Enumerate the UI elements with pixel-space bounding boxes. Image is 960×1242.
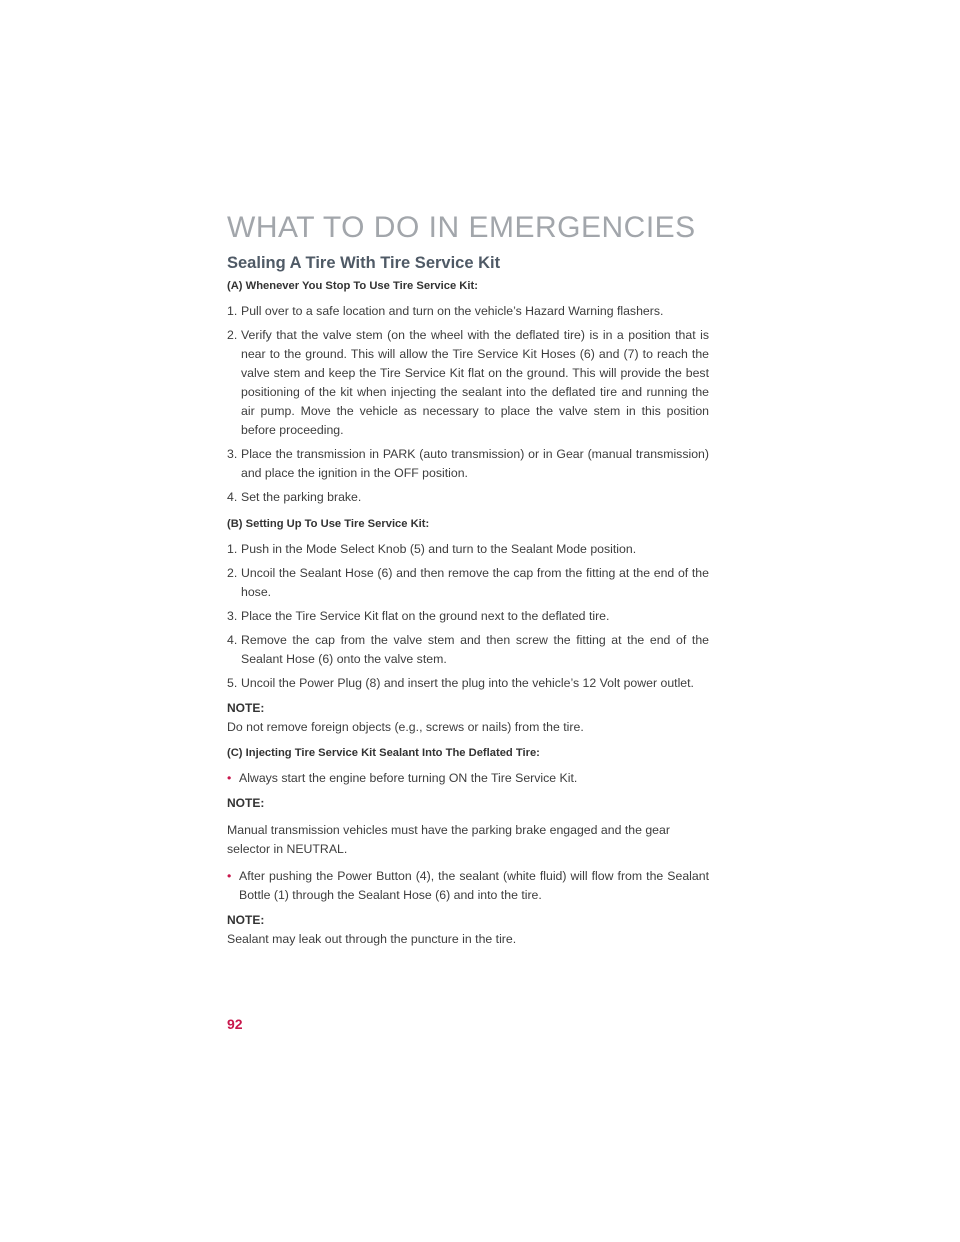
step-number: 4. — [227, 490, 238, 504]
note-text: Do not remove foreign objects (e.g., screws or nails) from the tire. — [227, 720, 584, 734]
step-text: Push in the Mode Select Knob (5) and turn to the Sealant Mode position. — [241, 542, 637, 556]
note-text: Manual transmission vehicles must have the parking brake engaged and the gear selector in NEUTRAL. — [227, 823, 670, 856]
step-text: Remove the cap from the valve stem and then screw the fitting at the end of the Sealant Hose (6) onto the valve stem. — [241, 633, 709, 666]
note-label: NOTE: — [227, 701, 265, 715]
subheading-b: (B) Setting Up To Use Tire Service Kit: — [227, 518, 430, 530]
list-item — [227, 445, 709, 483]
list-item — [227, 769, 709, 788]
step-text: Set the parking brake. — [241, 490, 362, 504]
list-item — [227, 488, 709, 507]
bullet-icon: • — [227, 869, 232, 883]
note-text: Sealant may leak out through the puncture in the tire. — [227, 932, 517, 946]
list-item — [227, 607, 709, 626]
step-number: 3. — [227, 609, 238, 623]
chapter-title: WHAT TO DO IN EMERGENCIES — [227, 211, 696, 244]
step-text: Uncoil the Sealant Hose (6) and then remove the cap from the fitting at the end of the hose. — [241, 566, 709, 599]
section-title: Sealing A Tire With Tire Service Kit — [227, 254, 501, 272]
page-content — [227, 278, 709, 957]
step-number: 1. — [227, 542, 238, 556]
list-item — [227, 867, 709, 905]
list-item — [227, 302, 709, 321]
steps-list-a — [227, 302, 709, 507]
subheading-a: (A) Whenever You Stop To Use Tire Service Kit: — [227, 280, 478, 292]
bullet-list-c1 — [227, 769, 709, 788]
step-number: 1. — [227, 304, 238, 318]
step-number: 2. — [227, 328, 238, 342]
step-text: Verify that the valve stem (on the wheel with the deflated tire) is in a position that is near to the ground. This will allow the Tire Service Kit Hoses (6) and (7) to reach the valve stem and keep the Tire Service Kit flat on the ground. This will provide the best positioning of the kit when injecting the sealant into the deflated tire and running the air pump. Move the vehicle as necessary to place the valve stem in this position before proceeding. — [241, 328, 709, 437]
subheading-c: (C) Injecting Tire Service Kit Sealant Into The Deflated Tire: — [227, 747, 540, 759]
bullet-text: After pushing the Power Button (4), the sealant (white fluid) will flow from the Sealant Bottle (1) through the Sealant Hose (6) and into the tire. — [239, 869, 709, 902]
step-text: Pull over to a safe location and turn on the vehicle’s Hazard Warning flashers. — [241, 304, 664, 318]
step-text: Place the Tire Service Kit flat on the ground next to the deflated tire. — [241, 609, 610, 623]
step-number: 3. — [227, 447, 238, 461]
page-number: 92 — [227, 1016, 243, 1032]
list-item — [227, 674, 709, 693]
step-number: 2. — [227, 566, 238, 580]
list-item — [227, 540, 709, 559]
bullet-icon: • — [227, 771, 232, 785]
step-number: 5. — [227, 676, 238, 690]
list-item — [227, 326, 709, 440]
note-label: NOTE: — [227, 913, 265, 927]
steps-list-b — [227, 540, 709, 693]
step-text: Place the transmission in PARK (auto transmission) or in Gear (manual transmission) and place the ignition in the OFF position. — [241, 447, 709, 480]
bullet-list-c2 — [227, 867, 709, 905]
list-item — [227, 631, 709, 669]
note-label: NOTE: — [227, 796, 265, 810]
bullet-text: Always start the engine before turning ON the Tire Service Kit. — [239, 771, 578, 785]
step-number: 4. — [227, 633, 238, 647]
step-text: Uncoil the Power Plug (8) and insert the plug into the vehicle’s 12 Volt power outlet. — [241, 676, 694, 690]
list-item — [227, 564, 709, 602]
